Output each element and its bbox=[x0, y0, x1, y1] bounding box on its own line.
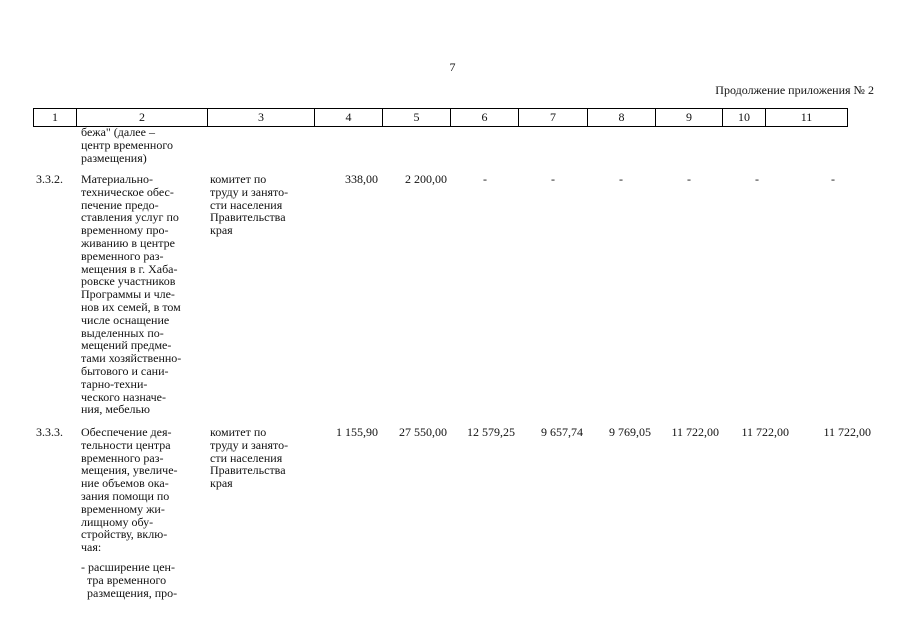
value-col-8: 9 769,05 bbox=[609, 425, 651, 439]
column-header: 5 bbox=[383, 109, 451, 126]
value-col-6: 12 579,25 bbox=[467, 425, 515, 439]
column-header: 9 bbox=[656, 109, 723, 126]
value-col-11: - bbox=[831, 172, 835, 186]
column-header: 7 bbox=[519, 109, 588, 126]
value-col-9: 11 722,00 bbox=[671, 425, 719, 439]
column-header: 4 bbox=[315, 109, 383, 126]
column-header: 10 bbox=[723, 109, 766, 126]
column-header: 3 bbox=[208, 109, 315, 126]
value-col-4: 1 155,90 bbox=[336, 425, 378, 439]
value-col-7: 9 657,74 bbox=[541, 425, 583, 439]
page-number: 7 bbox=[449, 60, 456, 74]
continuation-label: Продолжение приложения № 2 bbox=[715, 83, 874, 97]
value-col-4: 338,00 bbox=[345, 172, 378, 186]
row-number: 3.3.2. bbox=[36, 172, 63, 186]
value-col-5: 2 200,00 bbox=[405, 172, 447, 186]
row-description: Обеспечение дея- тельности центра временного раз- мещения, увеличе- ние объемов ока- зания помощи по временному жи- лищному обу- стройству, вклю- чая: bbox=[81, 425, 178, 555]
value-col-10: 11 722,00 bbox=[741, 425, 789, 439]
column-header: 6 bbox=[451, 109, 519, 126]
value-col-10: - bbox=[755, 172, 759, 186]
column-header: 8 bbox=[588, 109, 656, 126]
row-executor: комитет по труду и занято- сти населения Правительства края bbox=[210, 172, 289, 238]
column-header-row bbox=[33, 108, 848, 127]
value-col-9: - bbox=[687, 172, 691, 186]
value-col-6: - bbox=[483, 172, 487, 186]
row-executor: комитет по труду и занято- сти населения Правительства края bbox=[210, 425, 289, 491]
carryover-description: бежа" (далее – центр временного размещения) bbox=[81, 125, 173, 165]
column-header: 1 bbox=[34, 109, 77, 126]
sub-item: - расширение цен- тра временного размещения, про- bbox=[81, 560, 178, 600]
value-col-11: 11 722,00 bbox=[823, 425, 871, 439]
value-col-7: - bbox=[551, 172, 555, 186]
row-number: 3.3.3. bbox=[36, 425, 63, 439]
value-col-5: 27 550,00 bbox=[399, 425, 447, 439]
value-col-8: - bbox=[619, 172, 623, 186]
column-header: 2 bbox=[77, 109, 208, 126]
row-description: Материально- техническое обес- печение предо- ставления услуг по временному про- живанию в центре временного раз- мещения в г. Хаба- ровске участников Программы и чле- нов их семей, в том числе оснащение выделенных по- мещений предме- тами хозяйственно- бытового и сани- тарно-техни- ческого назначе- ния, мебелью bbox=[81, 172, 182, 417]
column-header: 11 bbox=[766, 109, 848, 126]
